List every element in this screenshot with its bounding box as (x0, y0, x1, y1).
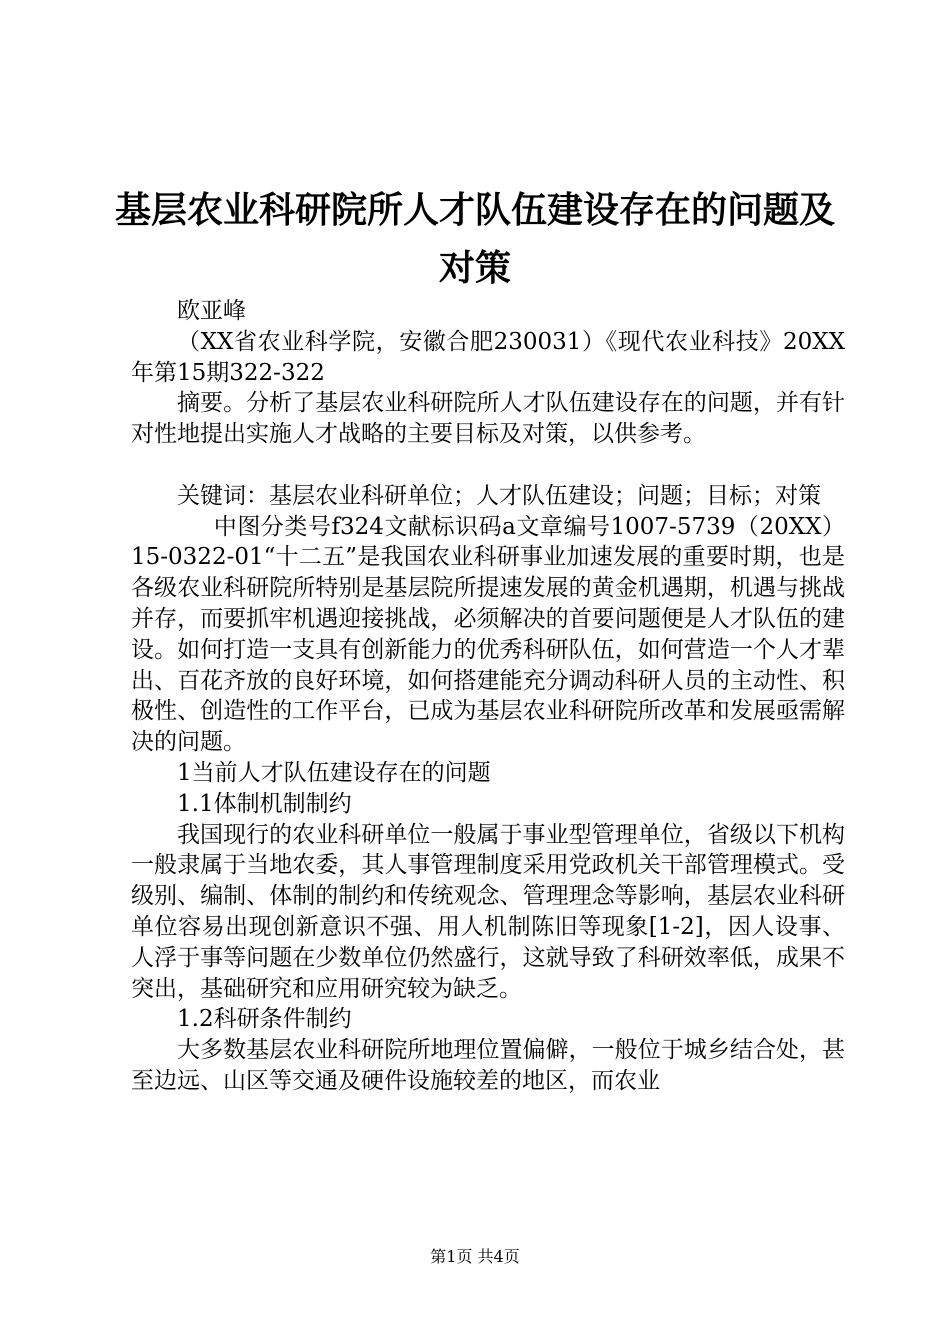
page-footer: 第1页 共4页 (430, 1247, 520, 1266)
intro-paragraph: 中图分类号f324文献标识码a文章编号1007-5739（20XX）15-0322-01“十二五”是我国农业科研事业加速发展的重要时期，也是各级农业科研院所特别是基层院所提速发展的黄金机遇期，机遇与挑战并存，而要抓牢机遇迎接挑战，必须解决的首要问题便是人才队伍的建设。如何打造一支具有创新能力的优秀科研队伍，如何营造一个人才辈出、百花齐放的良好环境，如何搭建能充分调动科研人员的主动性、积极性、创造性的工作平台，已成为基层农业科研院所改革和发展亟需解决的问题。 (131, 513, 845, 756)
abstract-paragraph: 摘要。分析了基层农业科研院所人才队伍建设存在的问题，并有针对性地提出实施人才战略的主要目标及对策，以供参考。 (131, 390, 845, 448)
section-1-1-paragraph: 我国现行的农业科研单位一般属于事业型管理单位，省级以下机构一般隶属于当地农委，其人事管理制度采用党政机关干部管理模式。受级别、编制、体制的制约和传统观念、管理理念等影响，基层农业科研单位容易出现创新意识不强、用人机制陈旧等现象[1-2]，因人设事、人浮于事等问题在少数单位仍然盛行，这就导致了科研效率低，成果不突出，基础研究和应用研究较为缺乏。 (131, 821, 845, 1002)
section-1-1-heading: 1.1体制机制制约 (177, 790, 352, 817)
affiliation-line: （XX省农业科学院，安徽合肥230031）《现代农业科技》20XX年第15期322-322 (131, 328, 845, 386)
document-title: 基层农业科研院所人才队伍建设存在的问题及对策 (114, 190, 835, 289)
section-1-2-heading: 1.2科研条件制约 (177, 1006, 352, 1033)
document-body (131, 296, 845, 1097)
section-1-2-paragraph: 大多数基层农业科研院所地理位置偏僻，一般位于城乡结合处，甚至边远、山区等交通及硬件设施较差的地区，而农业 (131, 1037, 845, 1094)
blank-line (131, 450, 845, 481)
keywords-paragraph: 关键词：基层农业科研单位；人才队伍建设；问题；目标；对策 (177, 482, 821, 509)
section-1-heading: 1当前人才队伍建设存在的问题 (177, 759, 491, 786)
author-line: 欧亚峰 (177, 298, 246, 324)
